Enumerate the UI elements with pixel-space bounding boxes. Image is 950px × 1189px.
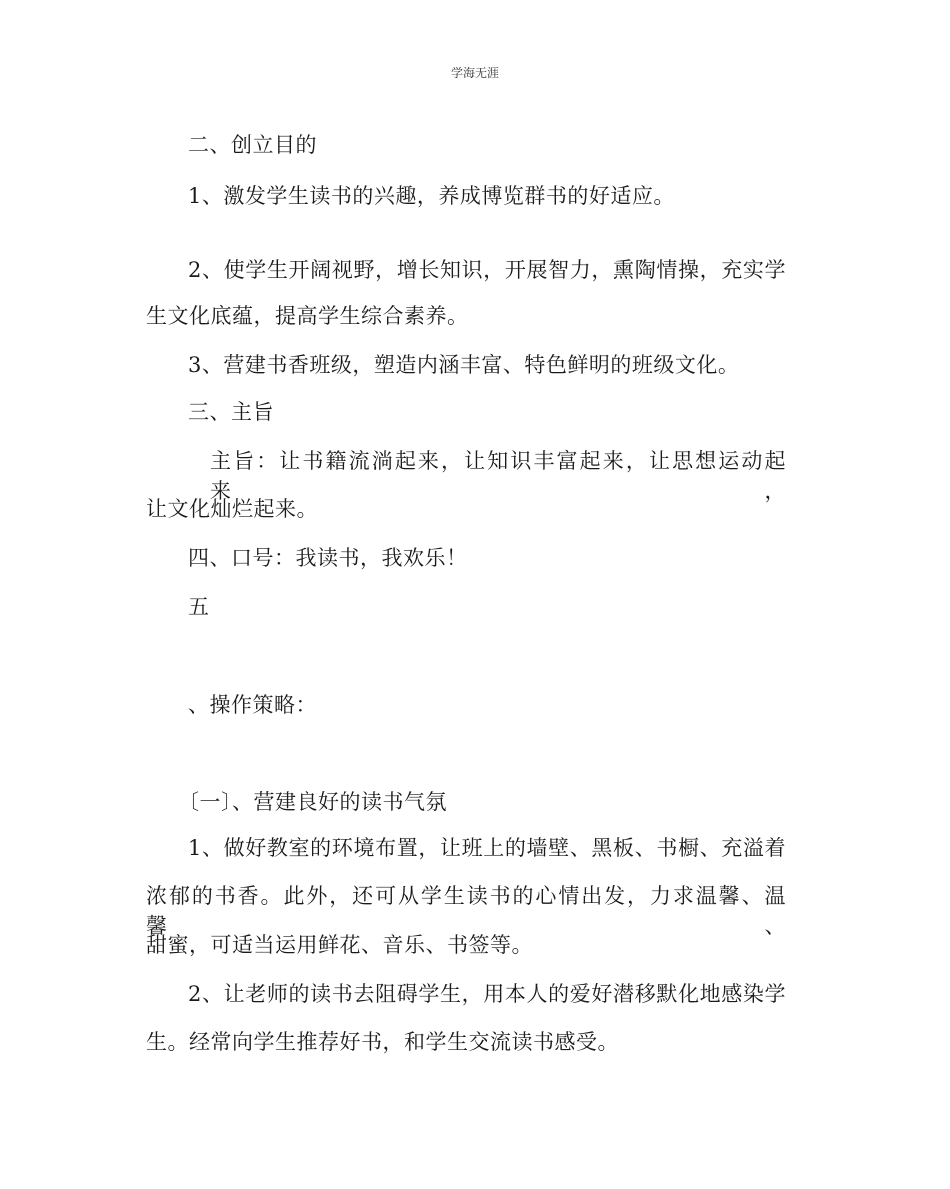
subsection-heading: 〔一〕、营建良好的读书气氛 — [178, 790, 447, 814]
paragraph-line: 甜蜜，可适当运用鲜花、音乐、书签等。 — [146, 933, 533, 957]
page-header: 学海无涯 — [450, 66, 499, 80]
paragraph-line: 让文化灿烂起来。 — [146, 497, 318, 521]
paragraph-line: 2、使学生开阔视野，增长知识，开展智力，熏陶情操，充实学 — [188, 258, 786, 282]
paragraph-line: 2、让老师的读书去阻碍学生，用本人的爱好潜移默化地感染学 — [188, 982, 786, 1006]
section-heading-number: 五 — [188, 595, 210, 619]
paragraph-line: 1、激发学生读书的兴趣，养成博览群书的好适应。 — [188, 184, 675, 208]
paragraph-line: 生。经常向学生推荐好书，和学生交流读书感受。 — [146, 1030, 619, 1054]
paragraph-line: 3、营建书香班级，塑造内涵丰富、特色鲜明的班级文化。 — [188, 353, 740, 377]
paragraph-line: 浓郁的书香。此外，还可从学生读书的心情出发，力求温馨、温馨、 — [146, 884, 786, 938]
section-heading-strategy: 、操作策略： — [188, 693, 317, 717]
section-heading-theme: 三、主旨 — [188, 400, 274, 424]
section-heading-purpose: 二、创立目的 — [188, 133, 317, 157]
paragraph-line: 主旨：让书籍流淌起来，让知识丰富起来，让思想运动起来， — [210, 449, 786, 503]
paragraph-line: 1、做好教室的环境布置，让班上的墙壁、黑板、书橱、充溢着 — [188, 836, 786, 860]
paragraph-line: 生文化底蕴，提高学生综合素养。 — [146, 304, 469, 328]
section-heading-slogan: 四、口号：我读书，我欢乐！ — [188, 546, 468, 570]
